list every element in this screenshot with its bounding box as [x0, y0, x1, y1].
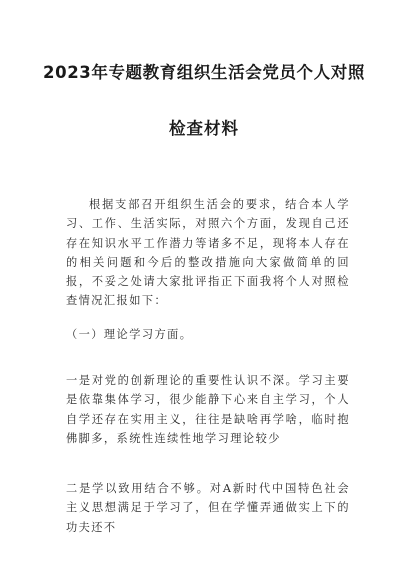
section-heading-theory-study: （一）理论学习方面。: [66, 328, 193, 341]
paragraph-intro: 根据支部召开组织生活会的要求，结合本人学习、工作、生活实际，对照六个方面，发现自己还存在知识水平工作潜力等诸多不足，现将本人存在的相关问题和今后的整改措施向大家做简单的回报，不妥之处请大家批评指正下面我将个人对照检查情况汇报如下：: [66, 198, 350, 308]
document-title-line-2: 检查材料: [169, 119, 239, 138]
paragraph-point-two: 二是学以致用结合不够。对A新时代中国特色社会主义思想满足于学习了，但在学懂弄通做实上下的功夫还不: [66, 482, 350, 534]
document-title-line-1: 2023年专题教育组织生活会党员个人对照: [43, 63, 365, 82]
paragraph-point-one: 一是对党的创新理论的重要性认识不深。学习主要是依靠集体学习，很少能静下心来自主学习，个人自学还存在实用主义，往往是缺啥再学啥，临时抱佛脚多，系统性连续性地学习理论较少: [66, 374, 350, 445]
